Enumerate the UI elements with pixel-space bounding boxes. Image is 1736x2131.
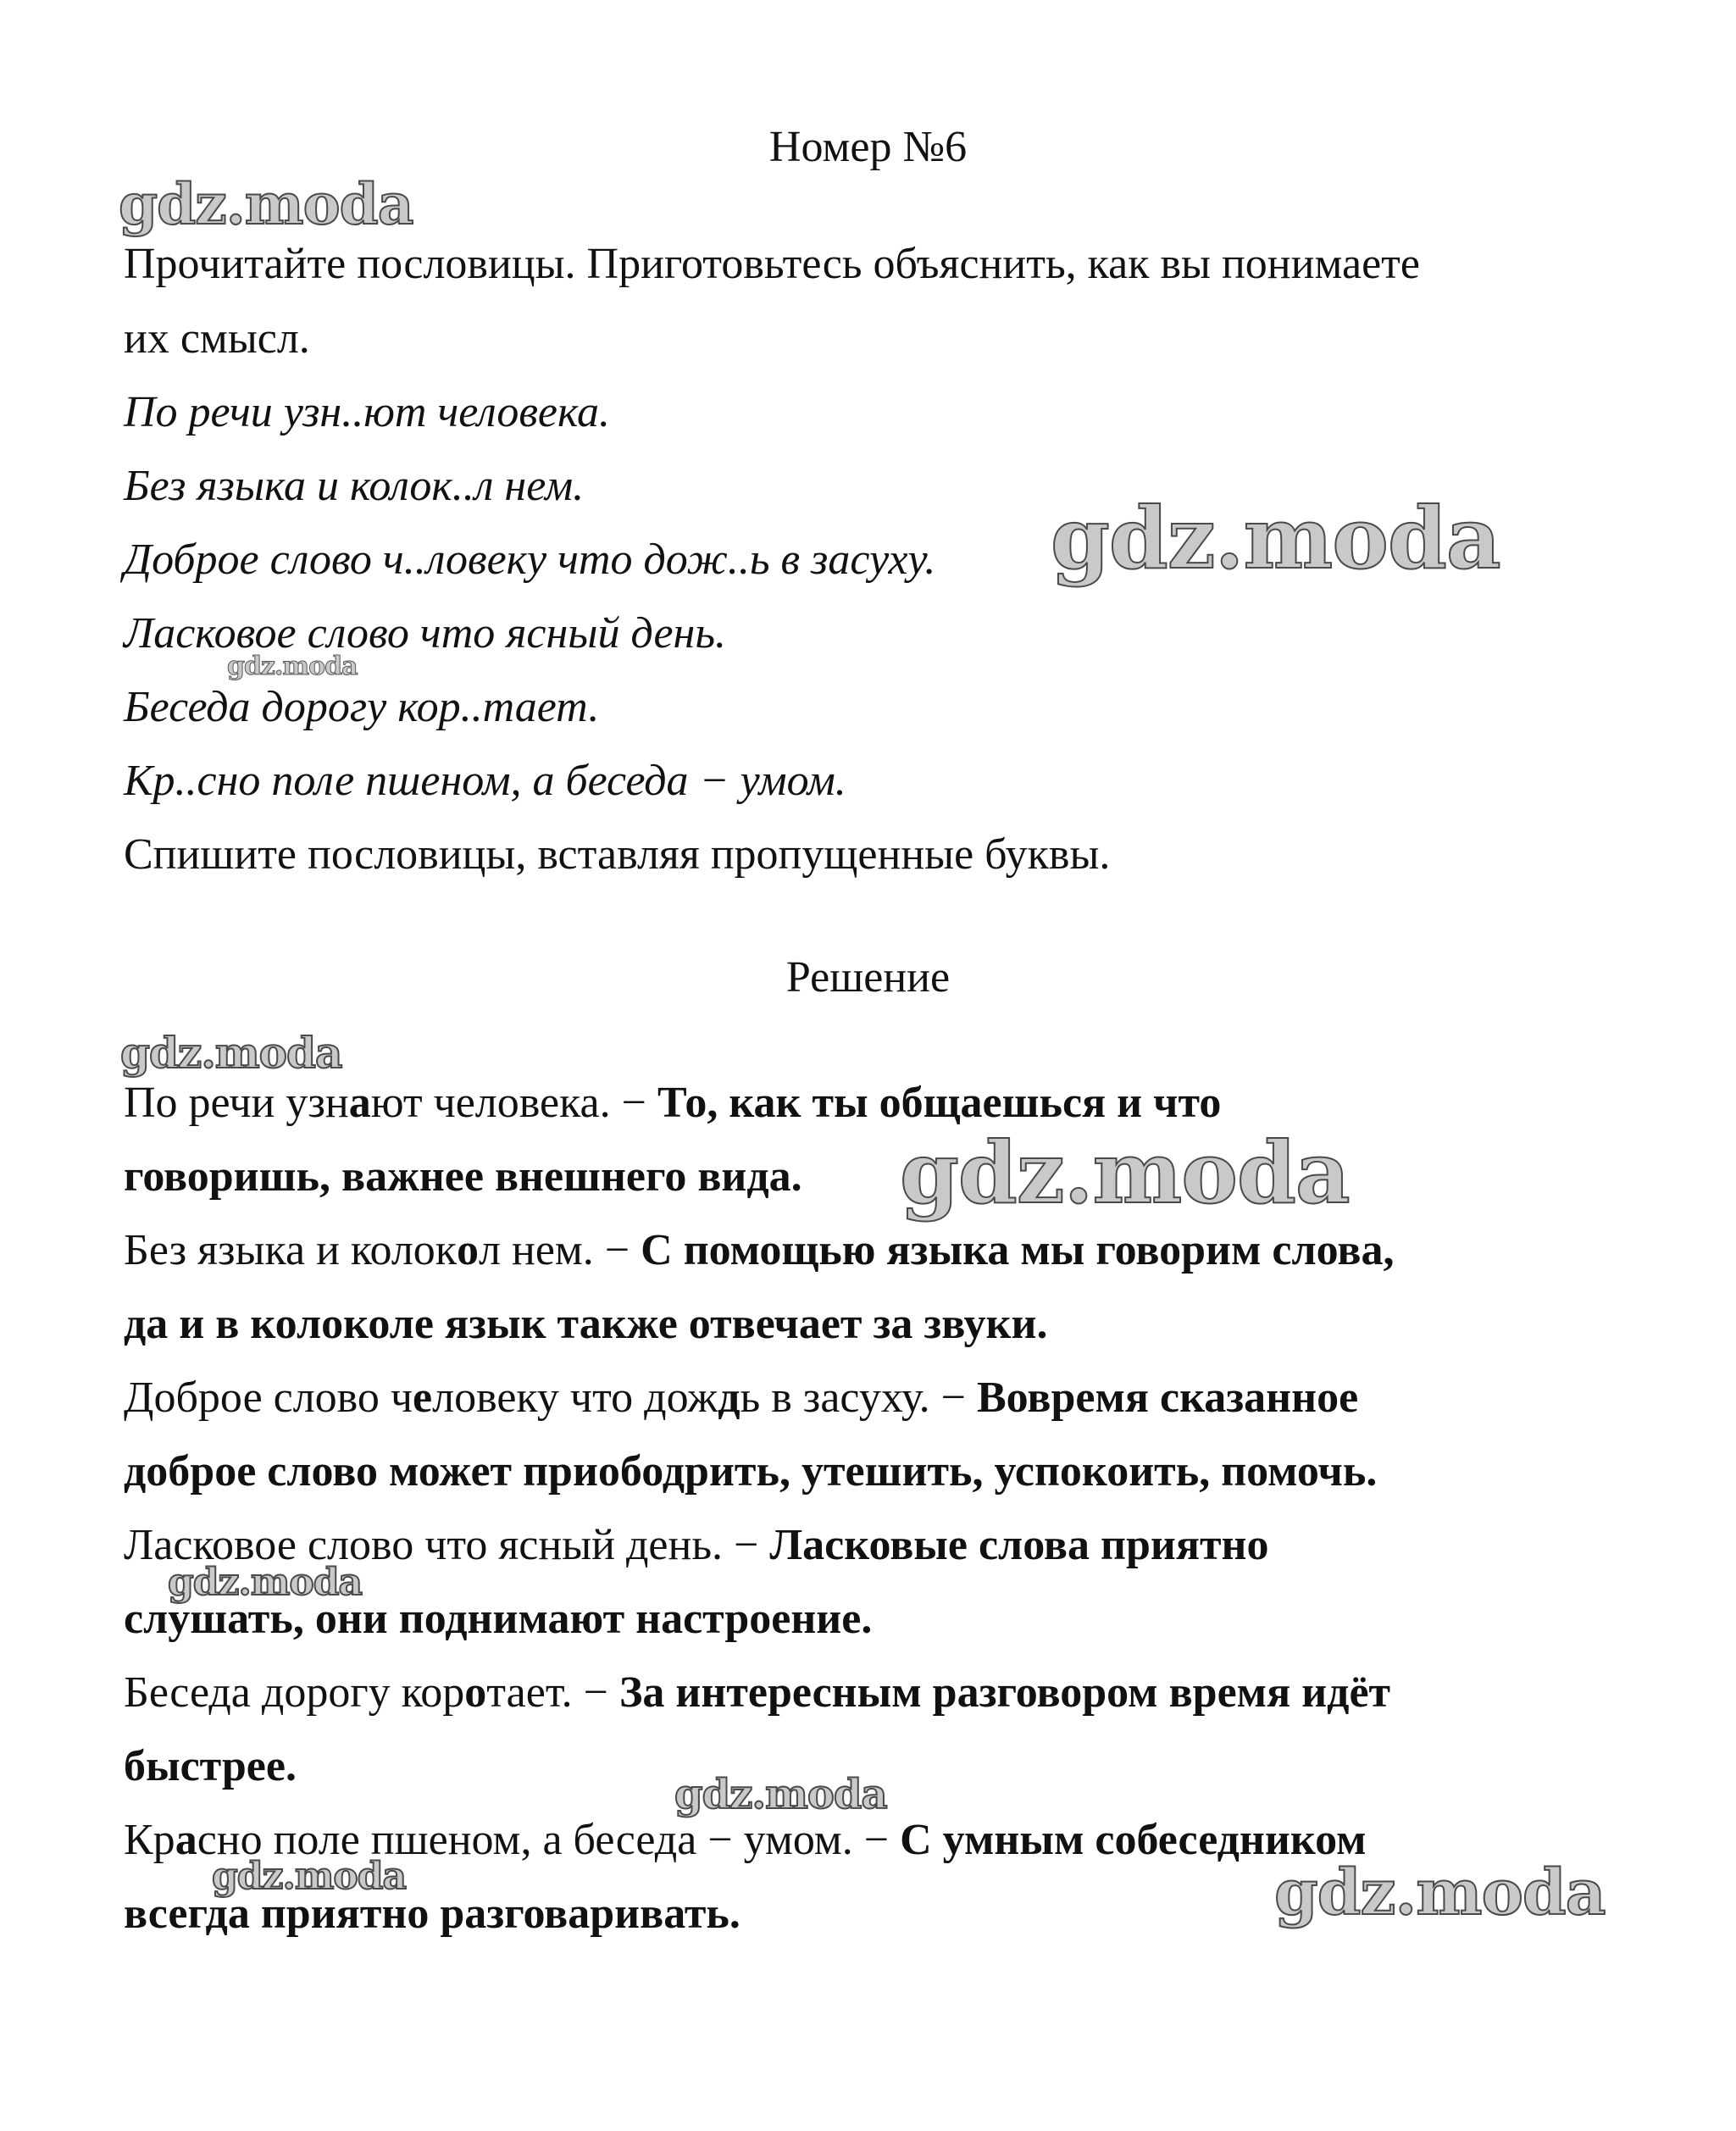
proverb-text: Беседа дорогу кор [124,1668,465,1717]
dash: − [852,1816,901,1864]
solution-item-2 [124,1225,1394,1276]
explanation-continued: доброе слово может приободрить, утешить, успокоить, помочь. [124,1447,1378,1496]
watermark-logo: gdz.moda [674,1771,887,1818]
watermark-logo: gdz.moda [119,171,413,237]
proverb-text: ь в засуху. [740,1373,930,1422]
proverb-3: Доброе слово ч..ловеку что дож..ь в засуху. [124,536,936,584]
solution-heading: Решение [785,953,951,1002]
proverb-text: Без языка и колок [124,1226,458,1274]
inserted-letter: а [348,1079,371,1127]
dash: − [723,1521,770,1569]
proverb-text: ют человека. [370,1079,611,1127]
inserted-letter: а [175,1816,197,1864]
proverb-text: л нем. [479,1226,594,1274]
proverb-text: Кр [124,1816,175,1864]
page-title: Номер №6 [768,123,968,171]
inserted-letter: д [718,1373,740,1422]
watermark-logo: gdz.moda [212,1855,407,1898]
proverb-4: Ласковое слово что ясный день. [124,609,726,658]
solution-item-5 [124,1668,1390,1718]
proverb-text: Доброе слово ч [124,1373,413,1422]
proverb-text: Ласковое слово что ясный день. [124,1521,724,1569]
watermark-logo: gdz.moda [227,652,358,681]
explanation: С умным собеседником [900,1816,1367,1864]
proverb-text: сно поле пшеном, а беседа − умом. [197,1816,853,1864]
solution-item-1 [124,1078,1221,1129]
explanation-continued: да и в колоколе язык также отвечает за звуки. [124,1300,1048,1348]
explanation-continued: слушать, они поднимают настроение. [124,1595,873,1643]
proverb-1: По речи узн..ют человека. [124,388,611,436]
watermark-logo: gdz.moda [168,1561,363,1604]
dash: − [929,1373,977,1422]
watermark-logo: gdz.moda [1051,488,1500,588]
explanation: То, как ты общаешься и что [657,1079,1222,1127]
watermark-logo: gdz.moda [1274,1856,1606,1929]
proverb-text: По речи узн [124,1079,349,1127]
proverb-text: тает. [486,1668,573,1717]
explanation-continued: всегда приятно разговаривать. [124,1890,740,1938]
explanation-continued: быстрее. [124,1742,297,1790]
dash: − [593,1226,641,1274]
task-intro-line-1: Прочитайте пословицы. Приготовьтесь объяснить, как вы понимаете [124,240,1420,288]
proverb-5: Беседа дорогу кор..тает. [124,683,600,731]
inserted-letter: о [464,1668,487,1717]
explanation-continued: говоришь, важнее внешнего вида. [124,1152,802,1201]
proverb-text: ловеку что дож [432,1373,718,1422]
inserted-letter: о [457,1226,480,1274]
watermark-logo: gdz.moda [120,1028,342,1078]
explanation: Ласковые слова приятно [769,1521,1269,1569]
dash: − [572,1668,619,1717]
explanation: С помощью языка мы говорим слова, [641,1226,1395,1274]
task-instruction: Спишите пословицы, вставляя пропущенные буквы. [124,830,1111,879]
solution-item-3 [124,1373,1358,1423]
task-intro-line-2: их смысл. [124,314,310,363]
inserted-letter: е [413,1373,433,1422]
dash: − [610,1079,657,1127]
watermark-logo: gdz.moda [900,1123,1350,1223]
proverb-2: Без языка и колок..л нем. [124,462,585,510]
explanation: За интересным разговором время идёт [618,1668,1391,1717]
explanation: Вовремя сказанное [976,1373,1359,1422]
proverb-6: Кр..сно поле пшеном, а беседа − умом. [124,757,846,805]
